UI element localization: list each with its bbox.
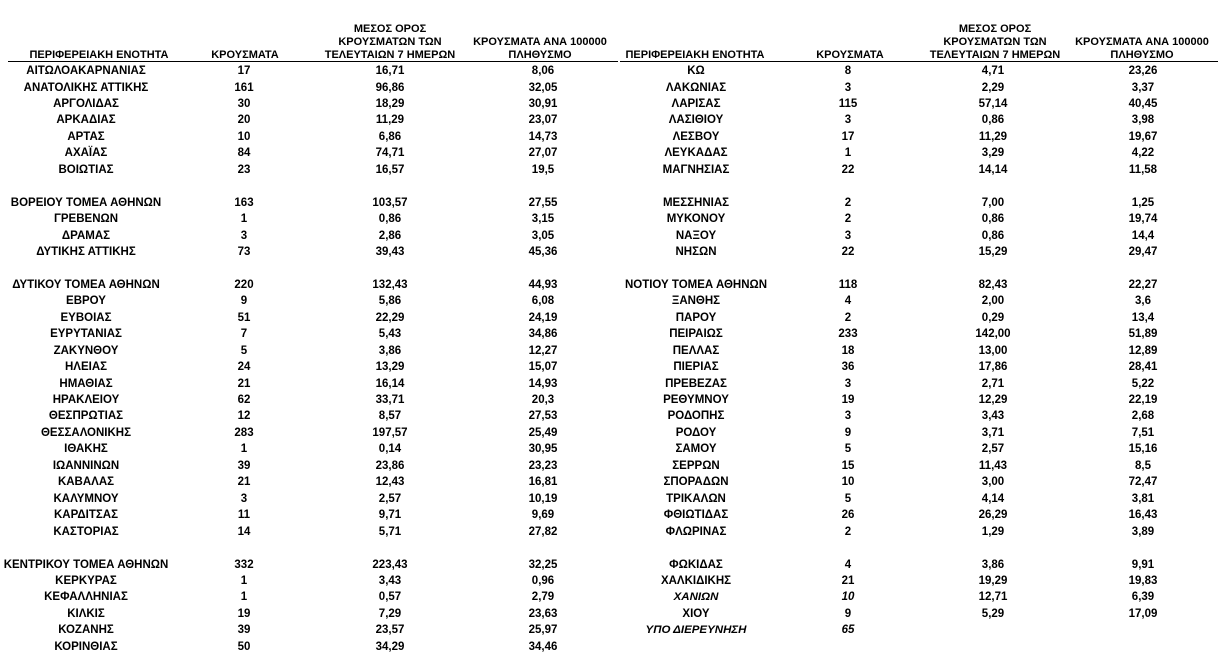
cell-per100k: 32,05	[528, 81, 558, 94]
cell-cases: 8	[844, 65, 852, 77]
cell-region: ΧΑΝΙΩΝ	[673, 591, 719, 604]
cell-avg: 8,57	[378, 410, 402, 423]
cell-avg: 5,86	[378, 295, 402, 308]
cell-per100k: 6,39	[1131, 591, 1155, 604]
cell-per100k: 16,43	[1128, 509, 1158, 522]
cell-avg: 74,71	[375, 147, 405, 160]
cell-region: ΣΑΜΟΥ	[675, 443, 717, 456]
cell-cases: 4	[844, 295, 852, 308]
cell-avg: 6,86	[378, 130, 402, 143]
cell-avg: 11,29	[375, 114, 405, 127]
cell-region: ΚΕΝΤΡΙΚΟΥ ΤΟΜΕΑ ΑΘΗΝΩΝ	[3, 558, 169, 571]
cell-cases: 3	[240, 492, 248, 505]
cell-region: ΦΘΙΩΤΙΔΑΣ	[663, 509, 729, 522]
cell-cases: 1	[240, 575, 248, 587]
cell-region: ΖΑΚΥΝΘΟΥ	[53, 344, 119, 357]
cell-per100k: 24,19	[528, 311, 558, 324]
cell-avg: 3,86	[981, 558, 1005, 571]
cell-cases: 14	[237, 525, 251, 538]
cell-region: ΤΡΙΚΑΛΩΝ	[666, 492, 726, 505]
cell-cases: 1	[240, 443, 248, 456]
cell-per100k: 15,07	[528, 361, 558, 374]
cell-cases: 332	[234, 558, 254, 571]
cell-per100k: 3,81	[1131, 492, 1155, 505]
header-region-right: ΠΕΡΙΦΕΡΕΙΑΚΗ ΕΝΟΤΗΤΑ	[625, 49, 765, 61]
cell-region: ΜΑΓΝΗΣΙΑΣ	[662, 163, 730, 176]
cell-per100k: 5,22	[1131, 377, 1155, 390]
cell-avg: 0,86	[378, 213, 402, 225]
cell-region: ΔΥΤΙΚΗΣ ΑΤΤΙΚΗΣ	[36, 245, 136, 258]
cell-cases: 2	[844, 311, 852, 324]
cell-cases: 21	[841, 575, 855, 587]
cell-cases: 26	[841, 509, 855, 522]
cell-per100k: 2,79	[531, 591, 555, 604]
cell-cases: 118	[838, 278, 858, 291]
cell-per100k: 23,07	[528, 114, 558, 127]
cell-per100k: 34,86	[528, 328, 558, 341]
cell-avg: 3,71	[981, 426, 1005, 439]
cell-avg: 223,43	[372, 558, 408, 571]
cell-cases: 10	[237, 130, 251, 143]
cell-region: ΣΕΡΡΩΝ	[672, 459, 720, 472]
cell-region: ΑΝΑΤΟΛΙΚΗΣ ΑΤΤΙΚΗΣ	[23, 81, 149, 94]
cell-avg: 132,43	[372, 278, 408, 291]
cell-per100k: 27,53	[528, 410, 558, 423]
cell-per100k: 3,15	[531, 213, 555, 225]
cell-region: ΕΥΡΥΤΑΝΙΑΣ	[50, 328, 122, 341]
cell-cases: 19	[841, 394, 855, 406]
cell-cases: 5	[844, 443, 852, 456]
cell-avg: 0,14	[378, 443, 402, 456]
cell-avg: 23,86	[375, 459, 405, 472]
cell-cases: 15	[841, 459, 855, 472]
cell-region: ΚΑΡΔΙΤΣΑΣ	[53, 509, 119, 522]
cell-avg: 5,43	[378, 328, 402, 341]
cell-per100k: 27,82	[528, 525, 558, 538]
cell-cases: 23	[237, 163, 251, 176]
cell-per100k: 11,58	[1128, 163, 1158, 176]
cell-avg: 34,29	[375, 640, 405, 653]
cell-avg: 39,43	[375, 245, 405, 258]
cell-avg: 14,14	[978, 163, 1008, 176]
cell-cases: 2	[844, 213, 852, 225]
cell-per100k: 30,91	[528, 97, 558, 110]
cell-cases: 10	[841, 476, 855, 489]
cell-region: ΕΥΒΟΙΑΣ	[60, 311, 112, 324]
cell-avg: 103,57	[372, 196, 408, 209]
cell-avg: 7,00	[981, 196, 1005, 209]
cell-avg: 13,29	[375, 361, 405, 374]
cell-avg: 3,29	[981, 147, 1005, 160]
cell-region: ΚΟΖΑΝΗΣ	[58, 624, 114, 637]
cell-per100k: 23,26	[1128, 65, 1158, 77]
cell-per100k: 0,96	[531, 575, 555, 587]
cell-avg: 0,86	[981, 213, 1005, 225]
cell-region: ΔΥΤΙΚΟΥ ΤΟΜΕΑ ΑΘΗΝΩΝ	[12, 278, 160, 291]
cell-region: ΦΛΩΡΙΝΑΣ	[665, 525, 727, 538]
cell-per100k: 23,23	[528, 459, 558, 472]
cell-region: ΠΡΕΒΕΖΑΣ	[665, 377, 727, 390]
cell-cases: 3	[844, 410, 852, 423]
cell-region: ΛΑΡΙΣΑΣ	[671, 97, 721, 110]
cell-region: ΑΙΤΩΛΟΑΚΑΡΝΑΝΙΑΣ	[26, 65, 146, 77]
cell-avg: 19,29	[978, 575, 1008, 587]
header-per100k-right: ΚΡΟΥΣΜΑΤΑ ΑΝΑ 100000 ΠΛΗΘΥΣΜΟ	[1075, 36, 1209, 61]
cell-region: ΠΙΕΡΙΑΣ	[673, 361, 719, 374]
cell-cases: 22	[841, 245, 855, 258]
cell-cases: 3	[844, 229, 852, 242]
cell-cases: 62	[237, 394, 251, 406]
header-region-left: ΠΕΡΙΦΕΡΕΙΑΚΗ ΕΝΟΤΗΤΑ	[29, 49, 169, 61]
cell-avg: 96,86	[375, 81, 405, 94]
cell-avg: 0,29	[981, 311, 1005, 324]
cell-avg: 0,86	[981, 229, 1005, 242]
cell-per100k: 10,19	[528, 492, 558, 505]
cell-region: ΙΘΑΚΗΣ	[64, 443, 108, 456]
cell-region: ΗΡΑΚΛΕΙΟΥ	[52, 394, 120, 406]
cell-avg: 23,57	[375, 624, 405, 637]
header-avg-right: ΜΕΣΟΣ ΟΡΟΣ ΚΡΟΥΣΜΑΤΩΝ ΤΩΝ ΤΕΛΕΥΤΑΙΩΝ 7 ΗΜΕΡΩΝ	[929, 23, 1061, 61]
cell-per100k: 27,55	[528, 196, 558, 209]
cell-avg: 16,71	[375, 65, 405, 77]
cell-cases: 17	[841, 130, 855, 143]
cell-avg: 0,86	[981, 114, 1005, 127]
cell-region: ΠΑΡΟΥ	[675, 311, 717, 324]
cell-avg: 197,57	[372, 426, 408, 439]
cell-per100k: 7,51	[1131, 426, 1155, 439]
cell-cases: 17	[237, 65, 251, 77]
cell-per100k: 25,49	[528, 426, 558, 439]
cell-region: ΜΕΣΣΗΝΙΑΣ	[662, 196, 730, 209]
cell-cases: 12	[237, 410, 251, 423]
cell-avg: 16,57	[375, 163, 405, 176]
cell-avg: 1,29	[981, 525, 1005, 538]
cell-avg: 142,00	[975, 328, 1011, 341]
cell-avg: 7,29	[378, 607, 402, 620]
cell-per100k: 2,68	[1131, 410, 1155, 423]
cell-region: ΚΕΡΚΥΡΑΣ	[55, 575, 117, 587]
cell-region: ΑΧΑΪΑΣ	[64, 147, 108, 160]
cell-per100k: 3,05	[531, 229, 555, 242]
cell-avg: 2,29	[981, 81, 1005, 94]
cell-per100k: 72,47	[1128, 476, 1158, 489]
cell-cases: 18	[841, 344, 855, 357]
cell-cases: 161	[234, 81, 254, 94]
cell-avg: 2,86	[378, 229, 402, 242]
cell-per100k: 12,89	[1128, 344, 1158, 357]
cell-avg: 26,29	[978, 509, 1008, 522]
cell-avg: 4,14	[981, 492, 1005, 505]
cell-avg: 13,00	[978, 344, 1008, 357]
cell-region: ΛΕΥΚΑΔΑΣ	[664, 147, 728, 160]
cell-per100k: 32,25	[528, 558, 558, 571]
cell-avg: 2,57	[378, 492, 402, 505]
cell-region: ΒΟΙΩΤΙΑΣ	[58, 163, 114, 176]
cell-per100k: 4,22	[1131, 147, 1155, 160]
cell-per100k: 9,91	[1131, 558, 1155, 571]
cell-cases: 283	[234, 426, 254, 439]
cell-region: ΚΩ	[687, 65, 705, 77]
cell-per100k: 19,74	[1128, 213, 1158, 225]
cell-cases: 51	[237, 311, 251, 324]
cell-cases: 65	[841, 624, 855, 637]
cell-per100k: 19,67	[1128, 130, 1158, 143]
cell-cases: 5	[844, 492, 852, 505]
cell-cases: 50	[237, 640, 251, 653]
cell-avg: 12,71	[978, 591, 1008, 604]
cell-cases: 24	[237, 361, 251, 374]
cell-region: ΙΩΑΝΝΙΝΩΝ	[52, 459, 120, 472]
cell-per100k: 22,27	[1128, 278, 1158, 291]
cell-region: ΗΛΕΙΑΣ	[64, 361, 108, 374]
cell-region: ΒΟΡΕΙΟΥ ΤΟΜΕΑ ΑΘΗΝΩΝ	[10, 196, 162, 209]
cell-avg: 17,86	[978, 361, 1008, 374]
cell-region: ΝΗΣΩΝ	[675, 245, 717, 258]
header-cases-right: ΚΡΟΥΣΜΑΤΑ	[816, 49, 884, 61]
cell-per100k: 29,47	[1128, 245, 1158, 258]
cell-cases: 1	[844, 147, 852, 160]
cell-cases: 22	[841, 163, 855, 176]
cell-region: ΚΑΛΥΜΝΟΥ	[53, 492, 119, 505]
cell-region: ΚΟΡΙΝΘΙΑΣ	[54, 640, 118, 653]
cell-avg: 2,00	[981, 295, 1005, 308]
cell-per100k: 14,4	[1131, 229, 1155, 242]
cell-per100k: 45,36	[528, 245, 558, 258]
cell-region: ΘΕΣΣΑΛΟΝΙΚΗΣ	[40, 426, 132, 439]
cell-cases: 9	[240, 295, 248, 308]
cell-avg: 9,71	[378, 509, 402, 522]
cell-per100k: 12,27	[528, 344, 558, 357]
cell-cases: 20	[237, 114, 251, 127]
cell-per100k: 6,08	[531, 295, 555, 308]
cell-per100k: 28,41	[1128, 361, 1158, 374]
cell-avg: 15,29	[978, 245, 1008, 258]
cell-region: ΧΑΛΚΙΔΙΚΗΣ	[660, 575, 732, 587]
cell-per100k: 51,89	[1128, 328, 1158, 341]
cell-region: ΞΑΝΘΗΣ	[671, 295, 721, 308]
cell-cases: 1	[240, 213, 248, 225]
cell-region: ΥΠΟ ΔΙΕΡΕΥΝΗΣΗ	[645, 624, 747, 637]
cell-cases: 3	[844, 114, 852, 127]
cell-cases: 9	[844, 426, 852, 439]
cell-region: ΗΜΑΘΙΑΣ	[59, 377, 113, 390]
cell-avg: 33,71	[375, 394, 405, 406]
cell-region: ΜΥΚΟΝΟΥ	[666, 213, 726, 225]
cell-per100k: 34,46	[528, 640, 558, 653]
cell-region: ΛΕΣΒΟΥ	[672, 130, 720, 143]
cell-per100k: 3,37	[1131, 81, 1155, 94]
cell-region: ΔΡΑΜΑΣ	[61, 229, 111, 242]
cell-cases: 11	[237, 509, 251, 522]
cell-per100k: 16,81	[528, 476, 558, 489]
cell-cases: 3	[240, 229, 248, 242]
cell-region: ΡΕΘΥΜΝΟΥ	[663, 394, 729, 406]
cell-avg: 12,29	[978, 394, 1008, 406]
cell-cases: 115	[838, 97, 858, 110]
cell-avg: 4,71	[981, 65, 1005, 77]
cell-per100k: 22,19	[1128, 394, 1158, 406]
cell-cases: 233	[838, 328, 858, 341]
cell-per100k: 19,83	[1128, 575, 1158, 587]
cell-avg: 11,29	[978, 130, 1008, 143]
cell-per100k: 8,06	[531, 65, 555, 77]
cell-region: ΝΟΤΙΟΥ ΤΟΜΕΑ ΑΘΗΝΩΝ	[624, 278, 768, 291]
cell-cases: 19	[237, 607, 251, 620]
cell-per100k: 13,4	[1131, 311, 1155, 324]
cell-cases: 21	[237, 377, 251, 390]
cell-cases: 5	[240, 344, 248, 357]
cell-avg: 2,71	[981, 377, 1005, 390]
header-per100k-left: ΚΡΟΥΣΜΑΤΑ ΑΝΑ 100000 ΠΛΗΘΥΣΜΟ	[473, 36, 607, 61]
cell-avg: 0,57	[378, 591, 402, 604]
cell-region: ΑΡΓΟΛΙΔΑΣ	[53, 97, 119, 110]
cell-per100k: 40,45	[1128, 97, 1158, 110]
cell-avg: 5,71	[378, 525, 402, 538]
cell-cases: 39	[237, 624, 251, 637]
cell-cases: 3	[844, 81, 852, 94]
cell-region: ΛΑΚΩΝΙΑΣ	[665, 81, 727, 94]
cell-cases: 2	[844, 196, 852, 209]
cell-per100k: 3,98	[1131, 114, 1155, 127]
header-avg-left: ΜΕΣΟΣ ΟΡΟΣ ΚΡΟΥΣΜΑΤΩΝ ΤΩΝ ΤΕΛΕΥΤΑΙΩΝ 7 ΗΜΕΡΩΝ	[324, 23, 456, 61]
cell-region: ΓΡΕΒΕΝΩΝ	[53, 213, 119, 225]
cell-cases: 7	[240, 328, 248, 341]
cell-avg: 11,43	[978, 459, 1008, 472]
cell-cases: 3	[844, 377, 852, 390]
cell-per100k: 44,93	[528, 278, 558, 291]
cell-per100k: 8,5	[1135, 459, 1151, 472]
cell-per100k: 9,69	[531, 509, 555, 522]
cell-avg: 3,00	[981, 476, 1005, 489]
cell-per100k: 23,63	[528, 607, 558, 620]
cell-region: ΦΩΚΙΔΑΣ	[669, 558, 723, 571]
cell-per100k: 1,25	[1131, 196, 1155, 209]
cell-region: ΡΟΔΟΥ	[675, 426, 717, 439]
cell-cases: 84	[237, 147, 251, 160]
cell-region: ΝΑΞΟΥ	[675, 229, 717, 242]
cell-avg: 2,57	[981, 443, 1005, 456]
header-rule-right	[620, 61, 1218, 62]
cell-region: ΚΑΣΤΟΡΙΑΣ	[53, 525, 119, 538]
cell-per100k: 14,73	[528, 130, 558, 143]
cell-cases: 36	[841, 361, 855, 374]
cell-region: ΧΙΟΥ	[682, 607, 710, 620]
cell-per100k: 3,89	[1131, 525, 1155, 538]
cell-region: ΚΑΒΑΛΑΣ	[57, 476, 115, 489]
cell-region: ΠΕΛΛΑΣ	[672, 344, 720, 357]
cell-cases: 73	[237, 245, 251, 258]
cell-cases: 21	[237, 476, 251, 489]
header-cases-left: ΚΡΟΥΣΜΑΤΑ	[211, 49, 279, 61]
cell-avg: 57,14	[978, 97, 1008, 110]
cell-region: ΡΟΔΟΠΗΣ	[667, 410, 725, 423]
cell-avg: 22,29	[375, 311, 405, 324]
cell-cases: 39	[237, 459, 251, 472]
cell-cases: 4	[844, 558, 852, 571]
cell-cases: 9	[844, 607, 852, 620]
cell-avg: 3,43	[378, 575, 402, 587]
cell-cases: 10	[841, 591, 855, 604]
cell-region: ΚΕΦΑΛΛΗΝΙΑΣ	[44, 591, 128, 604]
cell-per100k: 15,16	[1128, 443, 1158, 456]
cell-avg: 16,14	[375, 377, 405, 390]
cell-cases: 220	[234, 278, 254, 291]
cell-region: ΑΡΚΑΔΙΑΣ	[56, 114, 116, 127]
cell-cases: 30	[237, 97, 251, 110]
cell-cases: 2	[844, 525, 852, 538]
cell-per100k: 20,3	[531, 394, 555, 406]
cell-cases: 1	[240, 591, 248, 604]
cell-region: ΛΑΣΙΘΙΟΥ	[668, 114, 724, 127]
cell-region: ΑΡΤΑΣ	[67, 130, 105, 143]
cell-avg: 12,43	[375, 476, 405, 489]
cell-avg: 18,29	[375, 97, 405, 110]
cell-region: ΣΠΟΡΑΔΩΝ	[663, 476, 729, 489]
cell-per100k: 27,07	[528, 147, 558, 160]
cell-avg: 82,43	[978, 278, 1008, 291]
cell-region: ΠΕΙΡΑΙΩΣ	[669, 328, 723, 341]
cell-per100k: 14,93	[528, 377, 558, 390]
cell-region: ΚΙΛΚΙΣ	[67, 607, 105, 620]
cell-per100k: 17,09	[1128, 607, 1158, 620]
cell-avg: 3,43	[981, 410, 1005, 423]
cell-cases: 163	[234, 196, 254, 209]
cell-per100k: 30,95	[528, 443, 558, 456]
cell-region: ΘΕΣΠΡΩΤΙΑΣ	[48, 410, 124, 423]
cell-per100k: 19,5	[531, 163, 555, 176]
header-rule-left	[8, 61, 618, 62]
cell-avg: 3,86	[378, 344, 402, 357]
cell-per100k: 3,6	[1135, 295, 1151, 308]
cell-avg: 5,29	[981, 607, 1005, 620]
cell-per100k: 25,97	[528, 624, 558, 637]
cell-region: ΕΒΡΟΥ	[66, 295, 106, 308]
